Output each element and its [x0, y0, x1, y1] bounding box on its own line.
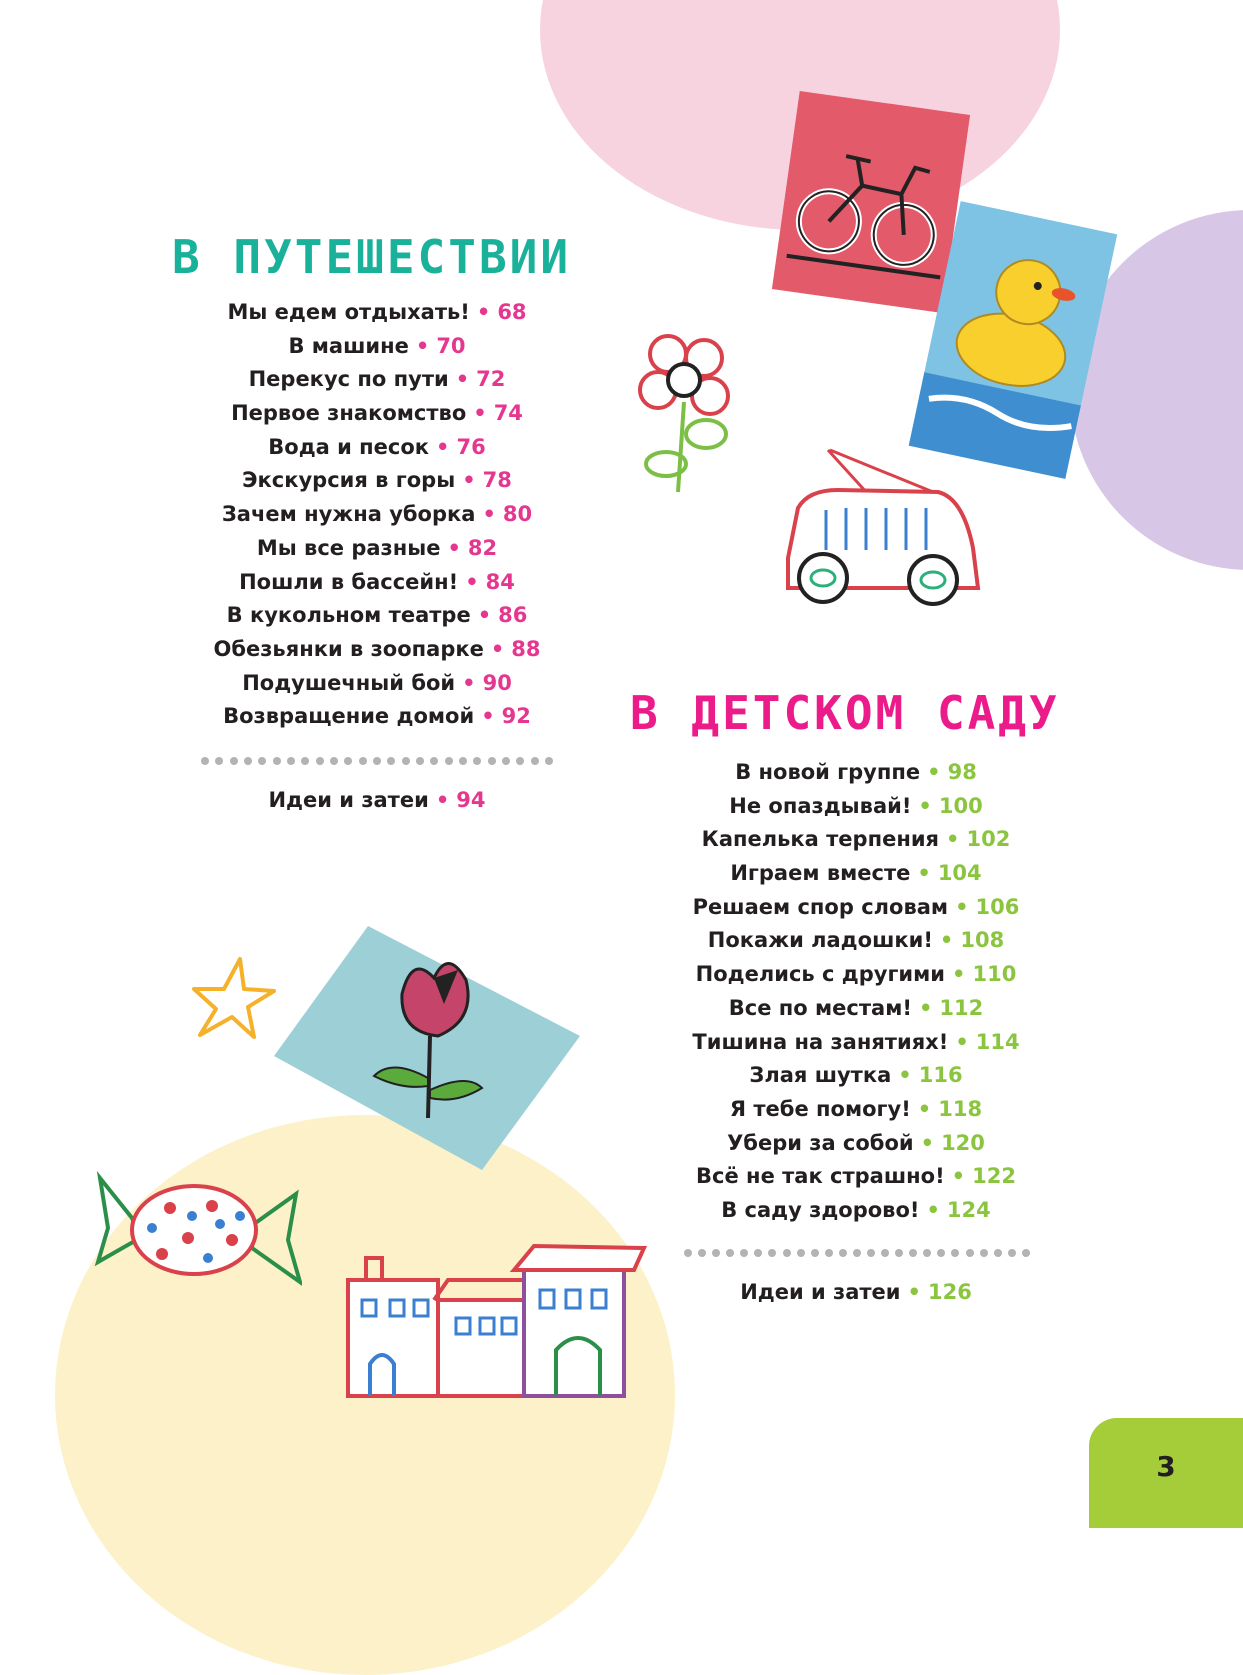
separator-dot: •: [951, 1164, 966, 1189]
separator-dot: •: [939, 928, 954, 953]
toc-item-page: 68: [497, 300, 527, 324]
toc-item-label: Мы едем отдыхать!: [227, 300, 470, 324]
toc-item[interactable]: [606, 958, 1106, 992]
separator-dot: •: [917, 1096, 932, 1121]
toc-item-label: Мы все разные: [256, 535, 441, 560]
toc-item-page: 78: [482, 468, 512, 493]
separator-dot: •: [898, 1063, 912, 1088]
toc-item-label: Всё не так страшно!: [696, 1164, 945, 1189]
toc-item[interactable]: [127, 498, 627, 532]
toc-item-label: Первое знакомство: [231, 401, 467, 426]
toc-item-page: 98: [947, 760, 977, 784]
toc-list-kindergarten: [606, 756, 1106, 1228]
toc-item-page: 118: [938, 1096, 983, 1121]
toc-item-label: Решаем спор словам: [692, 894, 949, 919]
toc-item-label: Зачем нужна уборка: [221, 502, 476, 527]
toc-item-page: 126: [927, 1280, 972, 1304]
separator-dot: •: [926, 1197, 940, 1222]
toc-list-travel: [127, 296, 627, 734]
toc-item-page: 74: [493, 401, 523, 426]
toc-item-label: Подушечный бой: [242, 670, 456, 695]
toc-item[interactable]: [127, 700, 627, 734]
toc-item-label: Все по местам!: [728, 995, 912, 1020]
toc-item-page: 108: [960, 928, 1005, 953]
toc-item-page: 94: [456, 788, 486, 812]
toc-item[interactable]: [606, 1093, 1106, 1127]
toc-item-label: Вода и песок: [268, 434, 430, 459]
toc-item[interactable]: [606, 1026, 1106, 1060]
separator-dot: •: [918, 995, 933, 1020]
section-title-kindergarten: В ДЕТСКОМ САДУ: [630, 686, 1060, 740]
toc-item-label: Идеи и затеи: [740, 1280, 901, 1304]
toc-item-label: Возвращение домой: [223, 704, 475, 729]
toc-item-label: Убери за собой: [727, 1130, 914, 1155]
toc-item-page: 92: [501, 704, 531, 729]
toc-item-page: 110: [972, 962, 1017, 987]
separator-dot: •: [917, 861, 931, 886]
toc-item[interactable]: [127, 599, 627, 633]
separator-dot: •: [946, 827, 960, 852]
tulip-card-illustration: [262, 908, 594, 1184]
houses-drawing: [338, 1240, 650, 1400]
toc-item-label: Экскурсия в горы: [242, 468, 456, 493]
toc-item-page: 72: [476, 367, 506, 392]
toc-item[interactable]: [606, 790, 1106, 824]
toc-item-label: Злая шутка: [749, 1063, 892, 1088]
separator-dot: •: [473, 401, 487, 426]
toc-item[interactable]: [127, 532, 627, 566]
toc-item-label: Покажи ладошки!: [707, 928, 933, 953]
toc-item-ideas[interactable]: [127, 788, 627, 812]
toc-item-page: 82: [467, 535, 498, 560]
toc-item-page: 112: [939, 995, 984, 1020]
toc-item-label: В новой группе: [735, 760, 921, 784]
toc-item-label: Я тебе помогу!: [729, 1096, 911, 1121]
dotted-divider: [201, 757, 553, 765]
toc-item-label: В саду здорово!: [721, 1197, 920, 1222]
separator-dot: •: [920, 1130, 935, 1155]
separator-dot: •: [490, 636, 505, 661]
toc-item-label: Играем вместе: [730, 861, 911, 886]
toc-item-label: В машине: [288, 333, 409, 358]
toc-item[interactable]: [606, 924, 1106, 958]
separator-dot: •: [918, 793, 932, 818]
toc-item-label: В кукольном театре: [226, 603, 471, 628]
toc-item-label: Идеи и затеи: [268, 788, 429, 812]
separator-dot: •: [482, 502, 496, 527]
flower-drawing: [628, 322, 740, 498]
toc-item[interactable]: [606, 756, 1106, 790]
toc-item-page: 80: [502, 502, 533, 527]
toc-item-page: 102: [966, 827, 1011, 852]
toc-item[interactable]: [127, 330, 627, 364]
toc-item-page: 122: [972, 1164, 1016, 1189]
toc-item-label: Тишина на занятиях!: [692, 1029, 949, 1054]
toc-item-page: 114: [975, 1029, 1020, 1054]
separator-dot: •: [481, 704, 495, 729]
separator-dot: •: [435, 788, 450, 812]
toc-item[interactable]: [606, 1160, 1106, 1194]
toc-item[interactable]: [127, 296, 627, 330]
trolleybus-drawing: [768, 438, 990, 620]
toc-item-page: 76: [456, 434, 486, 459]
toc-item-label: Обезьянки в зоопарке: [213, 636, 484, 661]
toc-item-page: 106: [975, 894, 1020, 919]
toc-item-ideas[interactable]: [606, 1280, 1106, 1304]
toc-item-page: 104: [937, 861, 982, 886]
toc-item[interactable]: [127, 363, 627, 397]
separator-dot: •: [465, 569, 479, 594]
separator-dot: •: [955, 1029, 969, 1054]
toc-item[interactable]: [606, 857, 1106, 891]
separator-dot: •: [462, 468, 476, 493]
toc-item-label: Перекус по пути: [248, 367, 449, 392]
separator-dot: •: [477, 603, 492, 628]
separator-dot: •: [952, 962, 966, 987]
toc-item[interactable]: [127, 397, 627, 431]
separator-dot: •: [462, 670, 476, 695]
toc-item[interactable]: [606, 992, 1106, 1026]
toc-item[interactable]: [127, 566, 627, 600]
toc-item-label: Не опаздывай!: [729, 793, 912, 818]
toc-item-page: 116: [918, 1063, 963, 1088]
toc-item-page: 86: [498, 603, 528, 628]
toc-item-page: 100: [938, 793, 983, 818]
separator-dot: •: [955, 894, 969, 919]
page-number: 3: [1156, 1450, 1176, 1483]
toc-item[interactable]: [606, 1059, 1106, 1093]
section-title-travel: В ПУТЕШЕСТВИИ: [172, 230, 572, 284]
dotted-divider: [684, 1249, 1030, 1257]
separator-dot: •: [927, 760, 941, 784]
toc-item-page: 84: [485, 569, 515, 594]
separator-dot: •: [476, 300, 491, 324]
candy-drawing: [92, 1158, 302, 1288]
toc-item[interactable]: [127, 431, 627, 465]
separator-dot: •: [415, 333, 430, 358]
toc-item[interactable]: [127, 464, 627, 498]
toc-item[interactable]: [606, 823, 1106, 857]
toc-item-page: 120: [941, 1130, 985, 1155]
toc-item-label: Поделись с другими: [695, 962, 946, 987]
toc-item-page: 124: [946, 1197, 991, 1222]
separator-dot: •: [436, 434, 450, 459]
separator-dot: •: [455, 367, 470, 392]
toc-item-page: 70: [436, 333, 466, 358]
toc-item-label: Пошли в бассейн!: [239, 569, 459, 594]
separator-dot: •: [907, 1280, 921, 1304]
toc-item[interactable]: [606, 1194, 1106, 1228]
toc-item[interactable]: [606, 891, 1106, 925]
toc-item[interactable]: [127, 633, 627, 667]
toc-item-label: Капелька терпения: [701, 827, 940, 852]
separator-dot: •: [447, 535, 461, 560]
toc-item-page: 88: [511, 636, 541, 661]
toc-item[interactable]: [606, 1127, 1106, 1161]
toc-item[interactable]: [127, 667, 627, 701]
toc-item-page: 90: [482, 670, 512, 695]
